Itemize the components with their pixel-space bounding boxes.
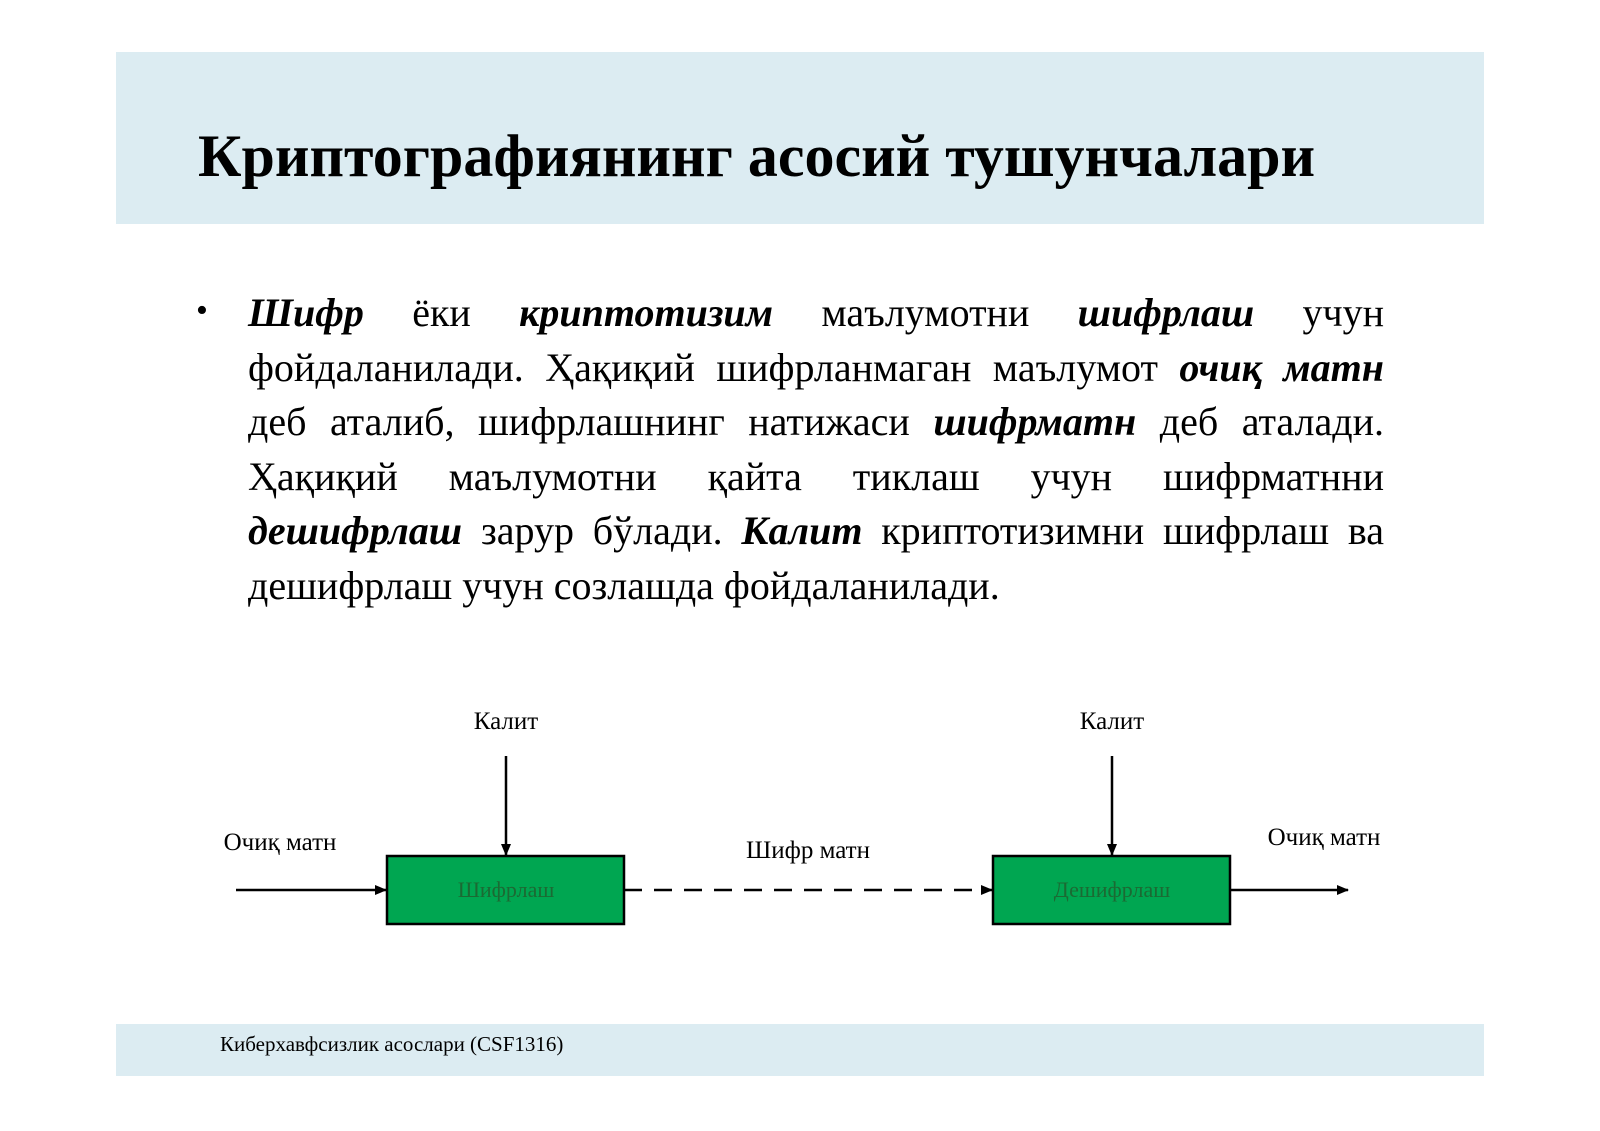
plaintext-input-label: Очиқ матн [223, 829, 337, 856]
emphasized-term: дешифрлаш [248, 508, 463, 553]
paragraph-text: зарур бўлади. [462, 508, 742, 553]
paragraph-text: деб аталади. Ҳақиқий маълумотни қайта тиклаш учун шифрматнни [248, 399, 1384, 499]
encrypt-block-label: Шифрлаш [457, 877, 555, 902]
emphasized-term: Шифр [248, 290, 364, 335]
key-label-encrypt: Калит [473, 708, 539, 735]
emphasized-term: шифрматн [933, 399, 1137, 444]
bullet-marker: • [196, 292, 208, 329]
paragraph-text: криптотизимни шифрлаш ва дешифрлаш учун созлашда фойдаланилади. [248, 508, 1384, 608]
paragraph-text: учун фойдаланилади. Ҳақиқий шифрланмаган маълумот [248, 290, 1385, 390]
key-label-decrypt: Калит [1079, 708, 1145, 735]
slide-title: Криптографиянинг асосий тушунчалари [198, 123, 1316, 189]
decrypt-block-label: Дешифрлаш [1053, 877, 1171, 902]
plaintext-output-label: Очиқ матн [1267, 824, 1381, 851]
paragraph-text: ёки [363, 290, 520, 335]
paragraph-text: маълумотни [773, 290, 1078, 335]
paragraph-text: деб аталиб, шифрлашнинг натижаси [248, 399, 934, 444]
emphasized-term: очиқ матн [1179, 344, 1384, 390]
ciphertext-label: Шифр матн [746, 837, 870, 864]
emphasized-term: криптотизим [519, 290, 774, 335]
emphasized-term: шифрлаш [1077, 290, 1255, 335]
emphasized-term: Калит [741, 508, 863, 553]
footer-course-label: Киберхавфсизлик асослари (CSF1316) [220, 1032, 564, 1056]
